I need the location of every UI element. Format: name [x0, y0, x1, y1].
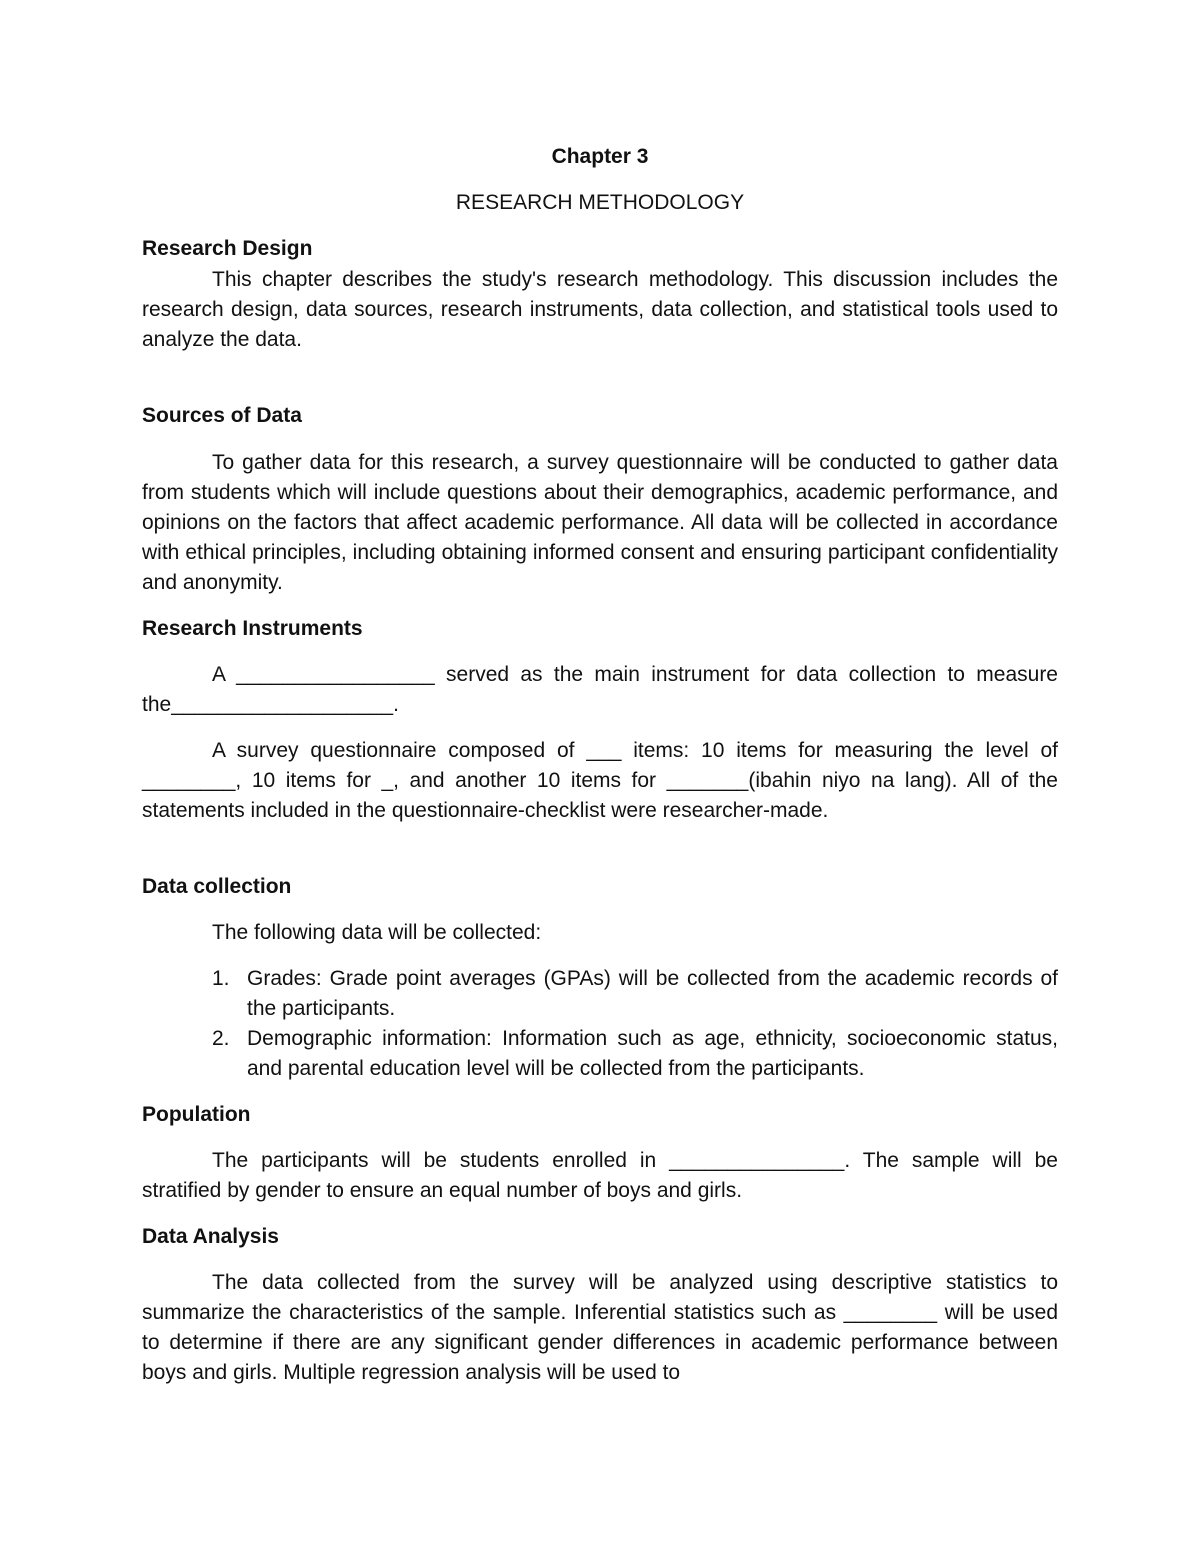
data-collection-list	[212, 964, 1058, 1084]
heading-data-collection: Data collection	[142, 875, 292, 898]
list-item-text: Grades: Grade point averages (GPAs) will be collected from the academic records of the participants.	[247, 967, 1058, 1020]
paragraph-research-design: This chapter describes the study's research methodology. This discussion includes the research design, data sources, research instruments, data collection, and statistical tools used to analyze the data.	[142, 268, 1058, 351]
paragraph-data-collection-intro: The following data will be collected:	[212, 921, 542, 944]
document-page	[142, 130, 1058, 1388]
paragraph-research-instruments-1: A _________________ served as the main instrument for data collection to measure the___________________.	[142, 663, 1058, 716]
heading-population: Population	[142, 1103, 251, 1126]
heading-research-design: Research Design	[142, 237, 313, 260]
paragraph-data-analysis: The data collected from the survey will be analyzed using descriptive statistics to summarize the characteristics of the sample. Inferential statistics such as ________ will be used to determine if there are any significant gender differences in academic performance between boys and girls. Multiple regression analysis will be used to	[142, 1271, 1058, 1384]
paragraph-sources-of-data: To gather data for this research, a survey questionnaire will be conducted to gather data from students which will include questions about their demographics, academic performance, and opinions on the factors that affect academic performance. All data will be collected in accordance with ethical principles, including obtaining informed consent and ensuring participant confidentiality and anonymity.	[142, 451, 1058, 594]
heading-research-instruments: Research Instruments	[142, 617, 363, 640]
chapter-number: Chapter 3	[551, 145, 649, 168]
list-item-number: 1.	[212, 967, 230, 990]
heading-data-analysis: Data Analysis	[142, 1225, 279, 1248]
paragraph-population: The participants will be students enrolled in _______________. The sample will be stratified by gender to ensure an equal number of boys and girls.	[142, 1149, 1058, 1202]
paragraph-research-instruments-2: A survey questionnaire composed of ___ items: 10 items for measuring the level of ________, 10 items for _, and another 10 items for _______(ibahin niyo na lang). All of the statements included in the questionnaire-checklist were researcher-made.	[142, 739, 1058, 822]
chapter-title: RESEARCH METHODOLOGY	[455, 191, 745, 214]
list-item	[212, 1024, 1058, 1084]
heading-sources-of-data: Sources of Data	[142, 404, 302, 427]
list-item-number: 2.	[212, 1027, 230, 1050]
list-item	[212, 964, 1058, 1024]
list-item-text: Demographic information: Information such as age, ethnicity, socioeconomic status, and parental education level will be collected from the participants.	[247, 1027, 1058, 1080]
